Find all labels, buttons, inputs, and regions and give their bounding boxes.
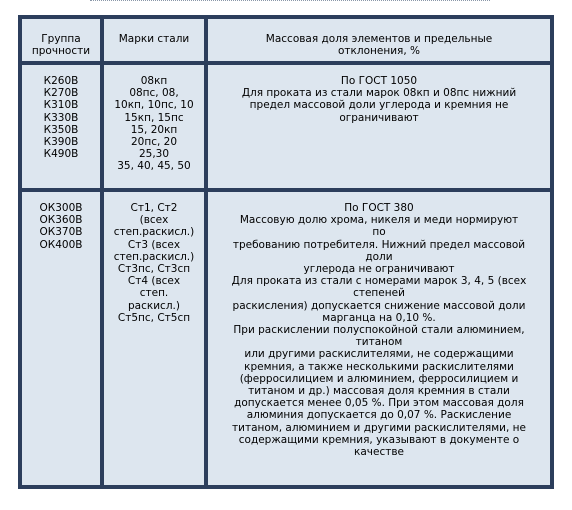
text-line: Ст4 (всех (127, 275, 181, 288)
text-line: степ.раскисл.) (113, 250, 195, 263)
text-line: ОК400В (39, 238, 83, 251)
text-line: К270В (43, 87, 79, 100)
text-line: 15кп, 15пс (124, 111, 184, 124)
text-line: 25,30 (138, 148, 170, 161)
header-strength-group (21, 18, 101, 62)
text-line: При раскислении полуспокойной стали алюминием, (233, 324, 525, 337)
text-line: (ферросилицием и алюминием, ферросилицием и (239, 372, 519, 385)
text-line: содержащими кремния, указывают в документе о (238, 433, 520, 446)
text-line: К350В (43, 123, 79, 136)
text-line: К490В (43, 148, 79, 161)
text-line: степ.раскисл.) (113, 226, 195, 239)
text-line: прочности (31, 45, 91, 58)
text-line: доли (365, 250, 393, 263)
text-line: Массовая доля элементов и предельные (265, 33, 493, 45)
text-line: марганца на 0,10 %. (322, 311, 436, 324)
text-line: ОК300В (39, 202, 83, 214)
text-line: Массовую долю хрома, никеля и меди нормируют (239, 214, 519, 227)
text-line: ОК370В (39, 226, 83, 239)
text-line: Марки стали (118, 33, 190, 45)
text-line: кремния, а также несколькими раскислителями (244, 360, 514, 373)
text-line: 08кп (140, 75, 168, 87)
text-line: по (372, 226, 386, 239)
text-line: Ст1, Ст2 (130, 202, 178, 214)
text-line: 08пс, 08, (129, 87, 179, 100)
cell-notes (205, 62, 551, 189)
text-line: степеней (353, 287, 405, 300)
top-dotted-rule (90, 0, 490, 4)
text-line: 20пс, 20 (130, 136, 178, 149)
text-line: титаном (355, 336, 403, 349)
text-line: раскисл.) (128, 299, 180, 312)
text-line: углерода не ограничивают (303, 263, 455, 276)
text-line: Ст5пс, Ст5сп (117, 311, 191, 324)
text-line: ОК360В (39, 214, 83, 227)
text-line: 35, 40, 45, 50 (117, 160, 191, 173)
text-line: ограничивают (339, 111, 419, 124)
cell-strength-groups (21, 62, 101, 189)
text-line: Ст3пс, Ст3сп (117, 263, 191, 276)
text-line: По ГОСТ 1050 (340, 75, 418, 87)
text-line: предел массовой доли углерода и кремния не (249, 99, 509, 112)
text-line: раскисления) допускается снижение массовой доли (232, 299, 526, 312)
header-steel-grades (101, 18, 205, 62)
steel-grades-table (18, 15, 554, 489)
header-mass-fraction (205, 18, 551, 62)
text-line: Ст3 (всех (127, 238, 181, 251)
text-line: или другими раскислителями, не содержащими (244, 348, 514, 361)
text-line: допускается менее 0,05 %. При этом массовая доля (234, 397, 524, 410)
text-line: степ. (139, 287, 169, 300)
cell-steel-grades (101, 62, 205, 189)
table-header-row (21, 18, 551, 62)
table-row (21, 62, 551, 189)
text-line: титаном и др.) массовая доля кремния в стали (248, 385, 510, 398)
text-line: Группа (41, 33, 81, 45)
text-line: качестве (354, 446, 404, 459)
text-line: 15, 20кп (130, 123, 178, 136)
text-line: К330В (43, 111, 79, 124)
text-line: 10кп, 10пс, 10 (114, 99, 194, 112)
text-line: титаном, алюминием и другими раскислителями, не (232, 421, 526, 434)
text-line: отклонения, % (337, 45, 420, 58)
text-line: алюминия допускается до 0,07 %. Раскисление (246, 409, 512, 422)
text-line: Для проката из стали марок 08кп и 08пс нижний (241, 87, 517, 100)
cell-strength-groups (21, 189, 101, 486)
text-line: К260В (43, 75, 79, 87)
table-row (21, 189, 551, 486)
cell-notes (205, 189, 551, 486)
cell-steel-grades (101, 189, 205, 486)
text-line: К390В (43, 136, 79, 149)
text-line: (всех (139, 214, 169, 227)
text-line: требованию потребителя. Нижний предел массовой (232, 238, 526, 251)
text-line: По ГОСТ 380 (344, 202, 414, 214)
text-line: Для проката из стали с номерами марок 3, 4, 5 (всех (231, 275, 527, 288)
text-line: К310В (43, 99, 79, 112)
